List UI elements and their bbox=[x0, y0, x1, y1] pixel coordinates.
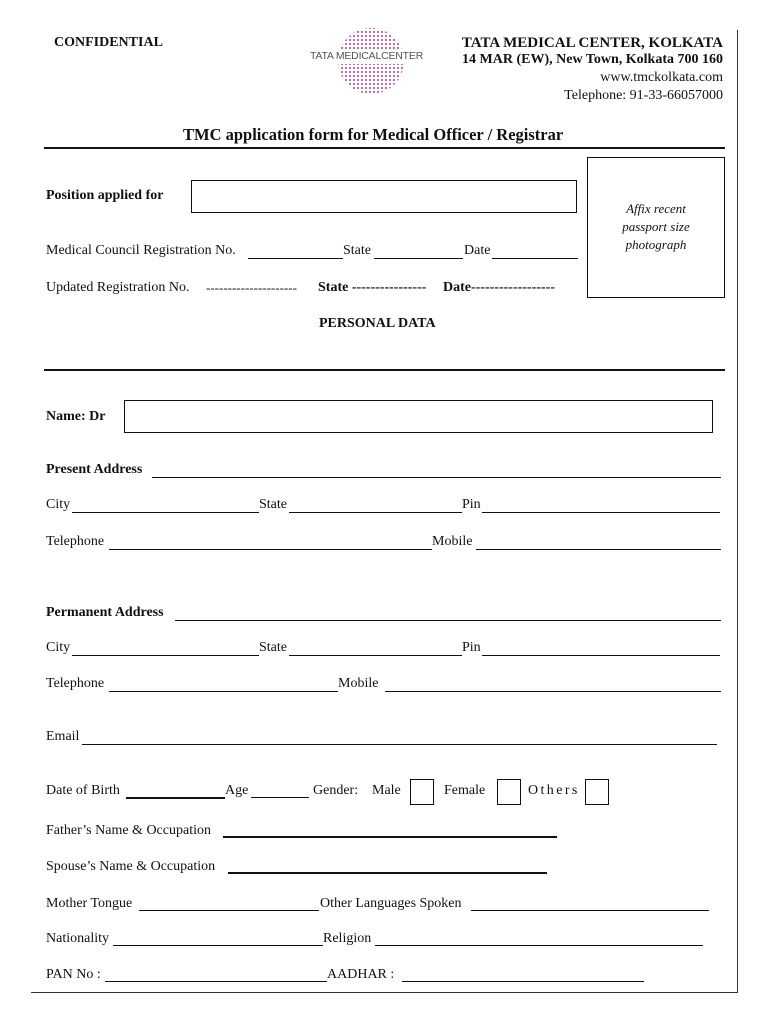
permanent-mobile-label: Mobile bbox=[338, 676, 379, 691]
permanent-telephone-field[interactable] bbox=[109, 691, 338, 692]
updated-state-field[interactable]: State ---------------- bbox=[318, 280, 427, 295]
position-input[interactable] bbox=[191, 180, 577, 213]
religion-label: Religion bbox=[323, 931, 372, 946]
mother-tongue-field[interactable] bbox=[139, 910, 319, 911]
updated-date-field[interactable]: Date------------------ bbox=[443, 280, 555, 295]
permanent-telephone-label: Telephone bbox=[46, 676, 105, 691]
other-languages-field[interactable] bbox=[471, 910, 709, 911]
present-pin-field[interactable] bbox=[482, 512, 720, 513]
male-checkbox[interactable] bbox=[410, 779, 434, 805]
mcr-date-field[interactable] bbox=[492, 258, 578, 259]
aadhar-label: AADHAR : bbox=[327, 967, 395, 982]
permanent-state-label: State bbox=[259, 640, 287, 655]
spouse-field[interactable] bbox=[228, 872, 547, 874]
mother-tongue-label: Mother Tongue bbox=[46, 896, 133, 911]
others-label: Others bbox=[528, 783, 580, 798]
present-telephone-label: Telephone bbox=[46, 534, 105, 549]
age-label: Age bbox=[225, 783, 249, 798]
dob-label: Date of Birth bbox=[46, 783, 120, 798]
mcr-field[interactable] bbox=[248, 258, 343, 259]
present-city-label: City bbox=[46, 497, 71, 512]
email-label: Email bbox=[46, 729, 80, 744]
permanent-state-field[interactable] bbox=[289, 655, 462, 656]
female-label: Female bbox=[444, 783, 486, 798]
present-state-field[interactable] bbox=[289, 512, 462, 513]
present-address-label: Present Address bbox=[46, 462, 143, 477]
org-name: TATA MEDICAL CENTER, KOLKATA bbox=[461, 35, 723, 51]
present-mobile-label: Mobile bbox=[432, 534, 473, 549]
male-label: Male bbox=[372, 783, 401, 798]
present-address-field[interactable] bbox=[152, 477, 721, 478]
pan-label: PAN No : bbox=[46, 967, 101, 982]
photo-box-line-1: Affix recent bbox=[626, 201, 686, 216]
permanent-city-field[interactable] bbox=[72, 655, 259, 656]
father-label: Father’s Name & Occupation bbox=[46, 823, 211, 838]
permanent-address-label: Permanent Address bbox=[46, 605, 164, 620]
permanent-pin-label: Pin bbox=[462, 640, 481, 655]
permanent-city-label: City bbox=[46, 640, 71, 655]
permanent-address-field[interactable] bbox=[175, 620, 721, 621]
photo-box-line-2: passport size bbox=[622, 219, 690, 234]
photo-box-line-3: photograph bbox=[625, 237, 687, 252]
present-telephone-field[interactable] bbox=[109, 549, 432, 550]
org-website[interactable]: www.tmckolkata.com bbox=[600, 70, 723, 85]
female-checkbox[interactable] bbox=[497, 779, 521, 805]
name-label: Name: Dr bbox=[46, 409, 106, 424]
photo-box[interactable] bbox=[587, 157, 725, 298]
title-rule bbox=[44, 147, 725, 149]
email-field[interactable] bbox=[82, 744, 717, 745]
personal-rule bbox=[44, 369, 725, 371]
position-label: Position applied for bbox=[46, 188, 164, 203]
mcr-date-label: Date bbox=[464, 243, 491, 258]
org-telephone: Telephone: 91-33-66057000 bbox=[564, 88, 723, 103]
present-state-label: State bbox=[259, 497, 287, 512]
pan-field[interactable] bbox=[105, 981, 327, 982]
org-address: 14 MAR (EW), New Town, Kolkata 700 160 bbox=[462, 52, 723, 67]
father-field[interactable] bbox=[223, 836, 557, 838]
permanent-mobile-field[interactable] bbox=[385, 691, 721, 692]
mcr-label: Medical Council Registration No. bbox=[46, 243, 236, 258]
present-mobile-field[interactable] bbox=[476, 549, 721, 550]
name-input[interactable] bbox=[124, 400, 713, 433]
aadhar-field[interactable] bbox=[402, 981, 644, 982]
gender-label: Gender: bbox=[313, 783, 359, 798]
confidential-label: CONFIDENTIAL bbox=[54, 35, 163, 50]
nationality-field[interactable] bbox=[113, 945, 323, 946]
updated-reg-label: Updated Registration No. bbox=[46, 280, 190, 295]
present-city-field[interactable] bbox=[72, 512, 259, 513]
present-pin-label: Pin bbox=[462, 497, 481, 512]
religion-field[interactable] bbox=[375, 945, 703, 946]
tmc-logo bbox=[308, 26, 434, 96]
personal-data-heading: PERSONAL DATA bbox=[319, 316, 436, 331]
other-languages-label: Other Languages Spoken bbox=[320, 896, 462, 911]
others-checkbox[interactable] bbox=[585, 779, 609, 805]
nationality-label: Nationality bbox=[46, 931, 109, 946]
permanent-pin-field[interactable] bbox=[482, 655, 720, 656]
tmc-logo-text: TATA MEDICALCENTER bbox=[310, 50, 424, 62]
updated-reg-field[interactable]: --------------------- bbox=[206, 280, 297, 295]
mcr-state-field[interactable] bbox=[374, 258, 463, 259]
dob-field[interactable] bbox=[126, 797, 225, 799]
spouse-label: Spouse’s Name & Occupation bbox=[46, 859, 216, 874]
mcr-state-label: State bbox=[343, 243, 371, 258]
age-field[interactable] bbox=[251, 797, 309, 798]
form-title: TMC application form for Medical Officer / Registrar bbox=[183, 125, 564, 144]
